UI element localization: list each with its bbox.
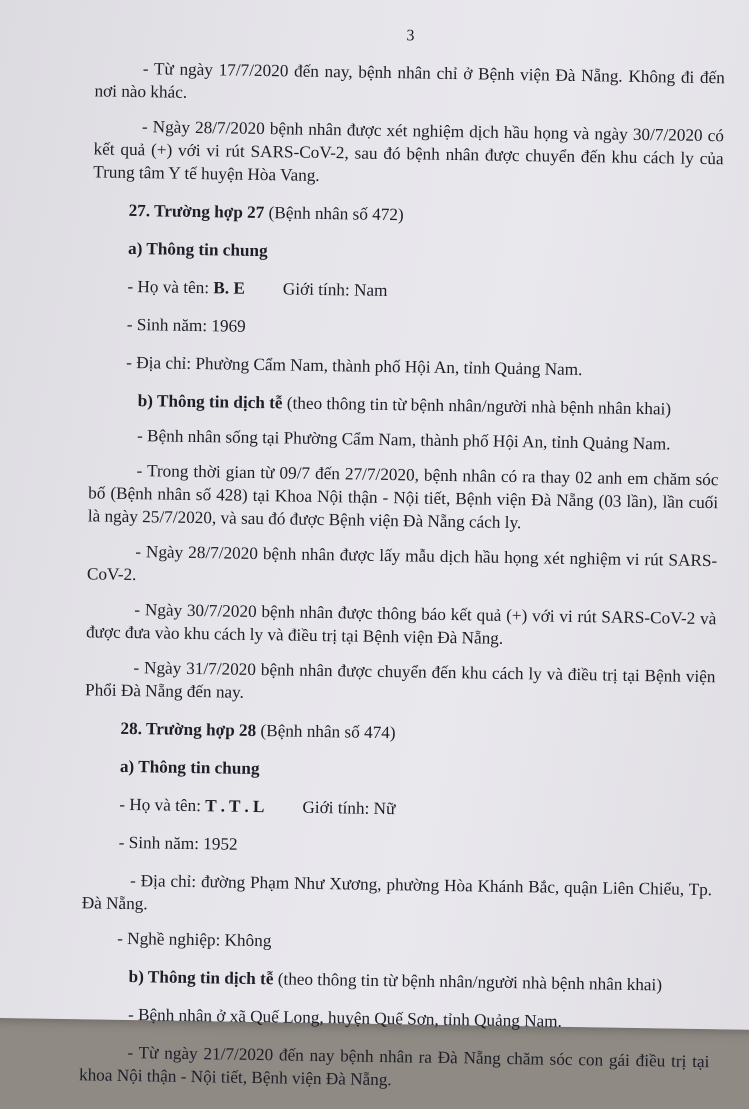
section-a-title: a) Thông tin chung (119, 756, 260, 779)
case-27-heading (92, 198, 722, 231)
page-number: 3 (406, 27, 415, 45)
section-b-title: b) Thông tin dịch tễ (128, 967, 274, 989)
case-27-name-row (91, 274, 721, 307)
case-28-birth: - Sinh năm: 1952 (118, 832, 238, 854)
name-value: B. E (213, 278, 246, 298)
case-28-patient-number: (Bệnh nhân số 474) (256, 721, 396, 743)
case-27-address: - Địa chỉ: Phường Cẩm Nam, thành phố Hội An, tỉnh Quảng Nam. (126, 352, 583, 380)
case-27-birth: - Sinh năm: 1969 (126, 314, 246, 336)
name-label: - Họ và tên: (127, 276, 214, 298)
case-28-heading (84, 716, 714, 749)
case-28-address: - Địa chỉ: đường Phạm Như Xương, phường Hòa Khánh Bắc, quận Liên Chiểu, Tp. Đà Nẵng. (81, 871, 713, 914)
gender: Giới tính: Nam (282, 279, 388, 301)
case-27-section-b (89, 388, 719, 421)
case-27-section-a (92, 236, 722, 269)
case-27-title: 27. Trường hợp 27 (128, 200, 265, 223)
case-28-section-b (80, 964, 710, 997)
name-value: T . T . L (205, 796, 265, 817)
case-27-item: - Bệnh nhân sống tại Phường Cẩm Nam, thành phố Hội An, tỉnh Quảng Nam. (136, 426, 671, 454)
document-body (79, 19, 726, 1108)
paragraph: - Từ ngày 17/7/2020 đến nay, bệnh nhân chỉ ở Bệnh viện Đà Nẵng. Không đi đến nơi nào khác. (94, 59, 725, 102)
case-28-item: - Từ ngày 21/7/2020 đến nay bệnh nhân ra Đà Nẵng chăm sóc con gái điều trị tại khoa Nội thận - Nội tiết, Bệnh viện Đà Nẵng. (78, 1043, 710, 1090)
section-a-title: a) Thông tin chung (127, 238, 268, 261)
case-28-name-row (83, 792, 713, 825)
name-label: - Họ và tên: (119, 794, 206, 816)
case-27-item: - Trong thời gian từ 09/7 đến 27/7/2020, bệnh nhân có ra thay 02 anh em chăm sóc bố (Bệnh nhân số 428) tại Khoa Nội thận - Nội tiết, Bệnh viện Đà Nẵng (03 lần), lần cuối là ngày 25/7/2020, và sau đó được Bệnh viện Đà Nẵng cách ly. (87, 461, 719, 533)
section-b-title: b) Thông tin dịch tễ (137, 391, 283, 413)
case-27-patient-number: (Bệnh nhân số 472) (264, 203, 404, 225)
case-27-item: - Ngày 31/7/2020 bệnh nhân được chuyển đến khu cách ly và điều trị tại Bệnh viện Phổi Đà Nẵng đến nay. (84, 658, 716, 702)
case-27-item: - Ngày 30/7/2020 bệnh nhân được thông báo kết quả (+) với vi rút SARS-CoV-2 và được đưa vào khu cách ly và điều trị tại Bệnh viện Đà Nẵng. (85, 600, 717, 648)
gender: Giới tính: Nữ (302, 797, 396, 819)
case-28-section-a (84, 754, 714, 787)
section-b-note: (theo thông tin từ bệnh nhân/người nhà bệnh nhân khai) (282, 393, 672, 419)
paragraph: - Ngày 28/7/2020 bệnh nhân được xét nghiệm dịch hầu họng và ngày 30/7/2020 có kết quả (+) với vi rút SARS-CoV-2, sau đó bệnh nhân được chuyển đến khu cách ly của Trung tâm Y tế huyện Hòa Vang. (93, 117, 725, 185)
case-27-item: - Ngày 28/7/2020 bệnh nhân được lấy mẫu dịch hầu họng xét nghiệm vi rút SARS-CoV-2. (86, 542, 718, 585)
case-28-occupation: - Nghề nghiệp: Không (117, 928, 272, 951)
case-28-item: - Bệnh nhân ở xã Quế Long, huyện Quế Sơn, tỉnh Quảng Nam. (127, 1005, 563, 1031)
case-28-title: 28. Trường hợp 28 (120, 718, 257, 741)
section-b-note: (theo thông tin từ bệnh nhân/người nhà bệnh nhân khai) (273, 969, 663, 995)
